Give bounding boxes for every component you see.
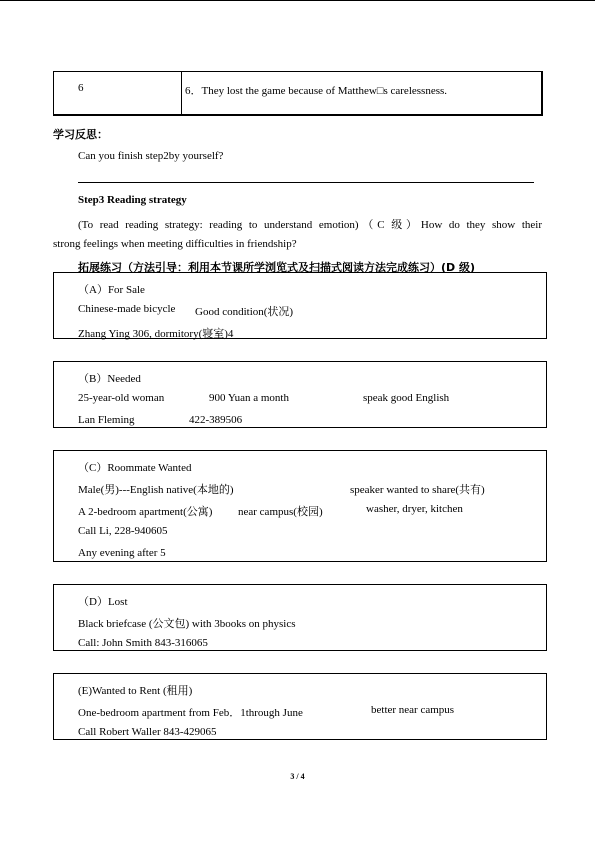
ad-a-item: Chinese-made bicycle xyxy=(78,303,176,315)
ad-c-time: Any evening after 5 xyxy=(78,547,166,559)
ad-d-contact: Call: John Smith 843-316065 xyxy=(78,637,208,649)
ad-b-title: （B）Needed xyxy=(78,373,141,385)
page-number: 3 / 4 xyxy=(290,772,305,781)
ad-box-e xyxy=(53,673,547,740)
ad-b-requirement: 25-year-old woman xyxy=(78,392,165,404)
ad-box-d xyxy=(53,584,547,651)
ad-a-contact: Zhang Ying 306, dormitory(寝室)4 xyxy=(78,328,234,340)
ad-box-c xyxy=(53,450,547,562)
table-cell-number: 6 xyxy=(54,72,182,114)
ad-c-amenities: washer, dryer, kitchen xyxy=(366,503,463,515)
ad-b-skill: speak good English xyxy=(363,392,450,404)
ad-a-condition: Good condition(状况) xyxy=(195,306,294,318)
ad-b-salary: 900 Yuan a month xyxy=(209,392,289,404)
ad-b-contact-phone: 422-389506 xyxy=(189,414,243,426)
ad-c-location: near campus(校园) xyxy=(238,506,323,518)
ad-a-title: （A）For Sale xyxy=(78,284,145,296)
reflection-question: Can you finish step2by yourself? xyxy=(78,150,224,162)
step3-instruction-line2: strong feelings when meeting difficulties in friendship? xyxy=(53,238,297,250)
ad-e-title: (E)Wanted to Rent (租用) xyxy=(78,685,193,697)
ad-c-line1-right: speaker wanted to share(共有) xyxy=(350,484,485,496)
ad-box-a xyxy=(53,272,547,339)
step3-title: Step3 Reading strategy xyxy=(78,194,187,206)
table-cell-sentence: 6．They lost the game because of Matthew□s carelessness. xyxy=(185,85,448,97)
ad-d-title: （D）Lost xyxy=(78,596,128,608)
ad-e-contact: Call Robert Waller 843-429065 xyxy=(78,726,217,738)
reflection-heading: 学习反思： xyxy=(53,128,108,141)
ad-c-contact: Call Li, 228-940605 xyxy=(78,525,168,537)
answer-line xyxy=(78,182,534,183)
page-top-rule xyxy=(0,0,595,1)
ad-c-apartment: A 2-bedroom apartment(公寓) xyxy=(78,506,213,518)
ad-e-item: One-bedroom apartment from Feb．1through June xyxy=(78,707,303,719)
ad-c-title: （C）Roommate Wanted xyxy=(78,462,192,474)
answer-table-row xyxy=(53,71,543,116)
extension-heading: 拓展练习（方法引导：利用本节课所学浏览式及扫描式阅读方法完成练习）(D 级) xyxy=(78,261,476,274)
ad-d-item: Black briefcase (公文包) with 3books on physics xyxy=(78,618,296,630)
ad-box-b xyxy=(53,361,547,428)
ad-c-line1: Male(男)---English native(本地的) xyxy=(78,484,234,496)
ad-b-contact-name: Lan Fleming xyxy=(78,414,135,426)
step3-instruction-line1: (To read reading strategy: reading to understand emotion)（C 级）How do they show their xyxy=(78,219,542,231)
ad-e-preference: better near campus xyxy=(371,704,455,716)
